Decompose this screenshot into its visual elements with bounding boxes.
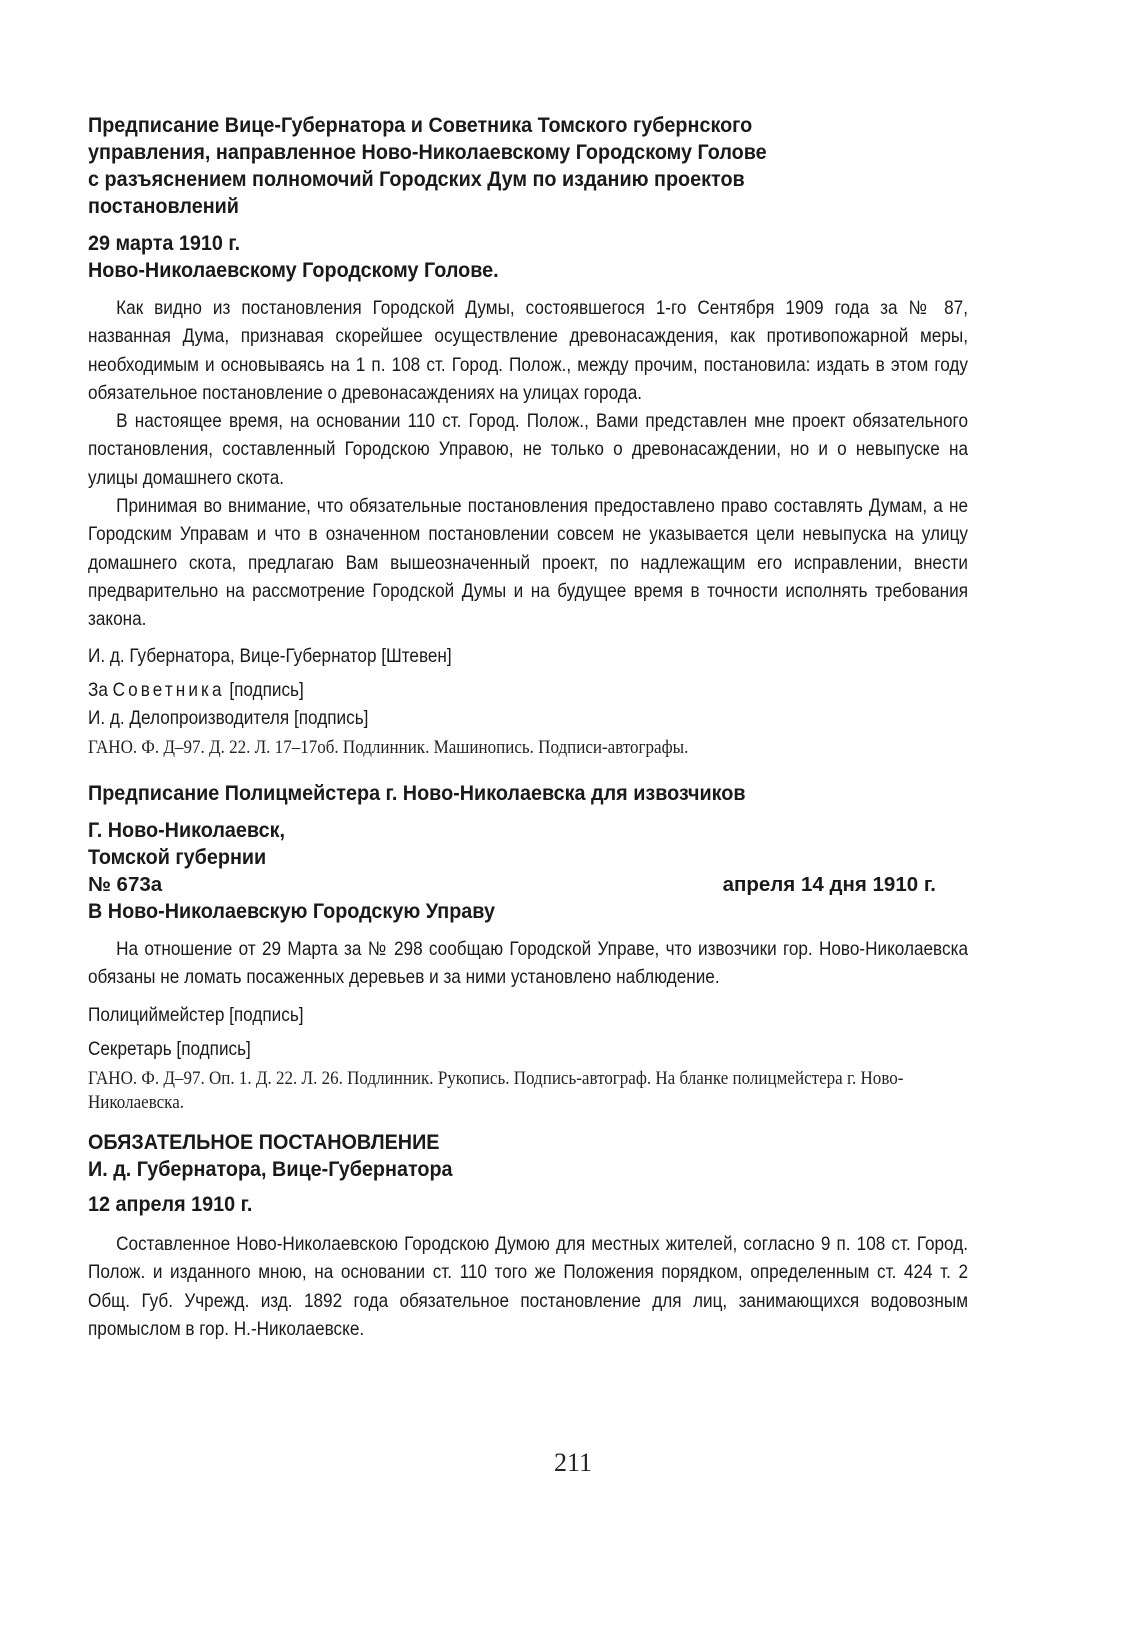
doc1-archive-source: ГАНО. Ф. Д–97. Д. 22. Л. 17–17об. Подлинник. Машинопись. Подписи-автографы. (88, 737, 689, 758)
doc3-date: 12 апреля 1910 г. (88, 1192, 253, 1217)
doc1-signature-councillor (88, 676, 968, 704)
doc1-body (88, 294, 968, 634)
doc1-date: 29 марта 1910 г. (88, 231, 241, 255)
doc1-signature-governor: И. д. Губернатора, Вице-Губернатор [Штевен] (88, 644, 452, 667)
doc1-signature-suffix: [подпись] (229, 678, 304, 701)
doc2-title: Предписание Полицмейстера г. Ново-Николаевска для извозчиков (88, 780, 746, 805)
doc2-addressee: В Ново-Николаевскую Городскую Управу (88, 898, 495, 923)
doc1-signature-spaced: Советника (112, 678, 225, 701)
doc2-signature-secretary: Секретарь [подпись] (88, 1038, 251, 1061)
doc3-body (88, 1230, 968, 1343)
doc1-title-line: управления, направленное Ново-Николаевскому Городскому Голове (88, 140, 767, 164)
doc2-paragraph: На отношение от 29 Марта за № 298 сообщаю Городской Управе, что извозчики гор. Ново-Николаевска обязаны не ломать посаженных деревьев и за ними установлено наблюдение. (88, 937, 968, 988)
doc2-archive-source: ГАНО. Ф. Д–97. Оп. 1. Д. 22. Л. 26. Подлинник. Рукопись. Подпись-автограф. На бланке полицмейстера г. Ново-Николаевска. (88, 1069, 904, 1114)
doc2-place-province: Томской губернии (88, 844, 267, 869)
doc1-addressee: Ново-Николаевскому Городскому Голове. (88, 258, 499, 282)
doc3-paragraph: Составленное Ново-Николаевскою Городскою Думою для местных жителей, согласно 9 п. 108 ст. Город. Полож. и изданного мною, на основании ст. 110 того же Положения порядком, определенным ст. 424 т. 2 Общ. Губ. Учрежд. изд. 1892 года обязательное постановление для лиц, занимающихся водовозным промыслом в гор. Н.-Николаевске. (88, 1233, 968, 1341)
doc1-signature-clerk: И. д. Делопроизводителя [подпись] (88, 706, 369, 729)
document-page (88, 112, 968, 1343)
doc3-subtitle: И. д. Губернатора, Вице-Губернатора (88, 1157, 453, 1182)
doc1-title-line: Предписание Вице-Губернатора и Советника Томского губернского (88, 113, 753, 137)
doc1-signature-prefix: За (88, 678, 108, 701)
doc2-date: апреля 14 дня 1910 г. (722, 872, 936, 896)
doc2-place-city: Г. Ново-Николаевск, (88, 817, 285, 842)
doc2-signature-police-chief: Полициймейстер [подпись] (88, 1004, 304, 1027)
doc2-number-date-row (88, 871, 936, 898)
doc1-paragraph: Как видно из постановления Городской Думы, состоявшегося 1-го Сентября 1909 года за № 87, названная Дума, признавая скорейшее осуществление древонасаждения, как противопожарной меры, необходимым и основываясь на 1 п. 108 ст. Город. Полож., между прочим, постановила: издать в этом году обязательное постановление о древонасаждениях на улицах города. (88, 297, 968, 404)
doc1-title (88, 112, 962, 220)
doc1-title-line: с разъяснением полномочий Городских Дум по изданию проектов (88, 167, 745, 191)
doc1-paragraph: Принимая во внимание, что обязательные постановления предоставлено право составлять Думам, а не Городским Управам и что в означенном постановлении совсем не указывается цели невыпуска на улицу домашнего скота, предлагаю Вам вышеозначенный проект, по надлежащим его исправлении, внести предварительно на рассмотрение Городской Думы и на будущее время в точности исполнять требования закона. (88, 495, 968, 631)
doc2-number: № 673а (88, 872, 163, 896)
doc3-title: ОБЯЗАТЕЛЬНОЕ ПОСТАНОВЛЕНИЕ (88, 1130, 440, 1155)
page-number: 211 (553, 1448, 593, 1477)
doc1-title-line: постановлений (88, 194, 239, 218)
doc2-body (88, 935, 968, 992)
doc1-paragraph: В настоящее время, на основании 110 ст. Город. Полож., Вами представлен мне проект обязательного постановления, составленный Городскою Управою, не только о древонасаждении, но и о невыпуске на улицы домашнего скота. (88, 410, 968, 489)
